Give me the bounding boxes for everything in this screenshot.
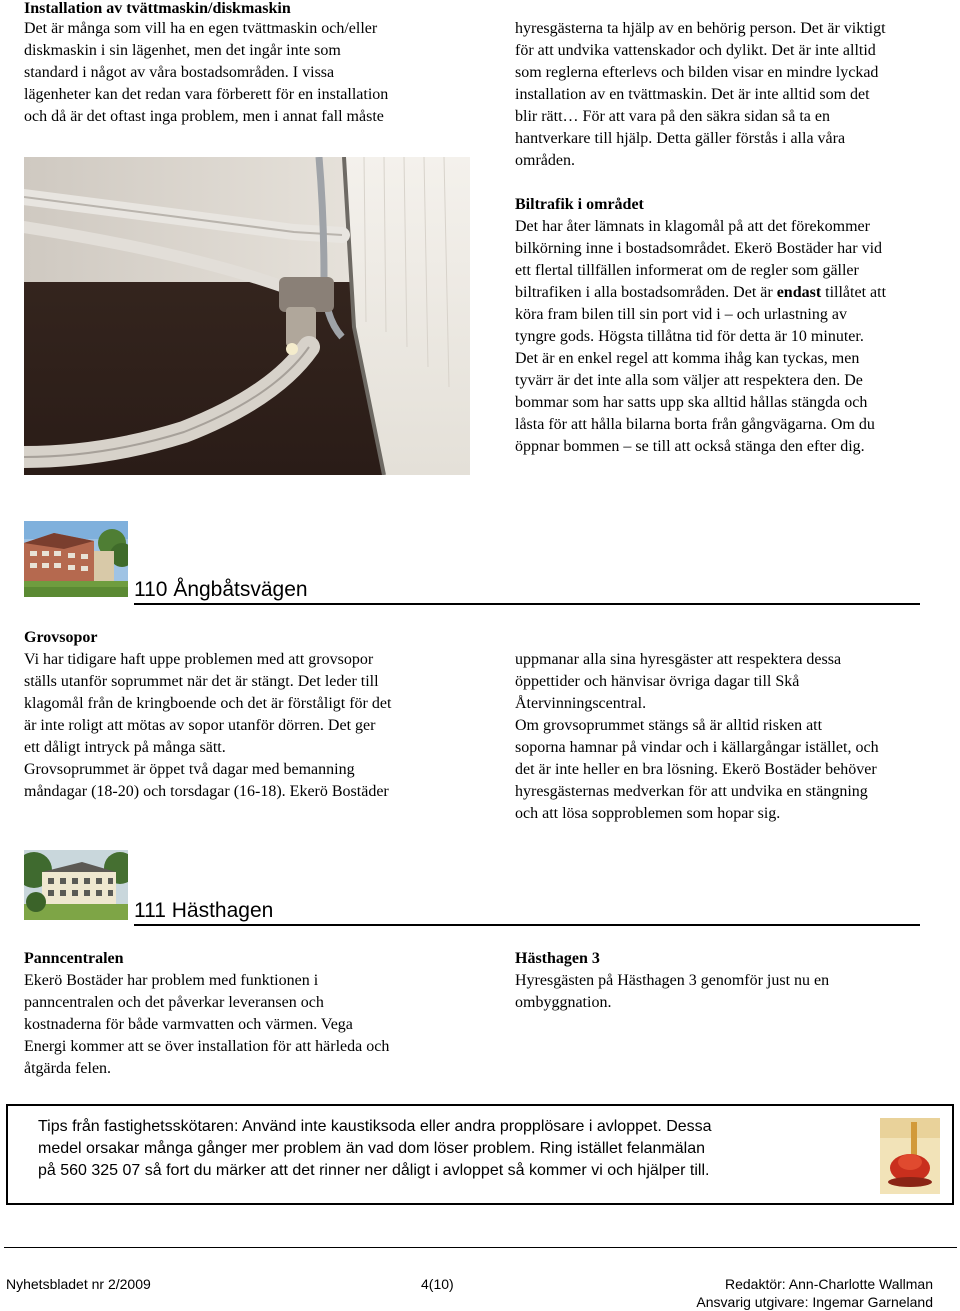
hasthagen3-heading: Hästhagen 3	[515, 950, 600, 967]
footer-publisher: Ansvarig utgivare: Ingemar Garneland	[696, 1294, 933, 1310]
traffic-text-emphasis: endast	[776, 284, 822, 301]
footer-divider	[4, 1247, 957, 1248]
grovsopor-heading: Grovsopor	[24, 629, 98, 646]
install-left-text: Det är många som vill ha en egen tvättmaskin och/eller diskmaskin i sin lägenhet, men det ingår inte som standard i något av våra bostadsområden. I vissa lägenheter kan det redan vara förberett för en installation och då är det oftast inga problem, men i annat fall måste	[24, 20, 389, 125]
traffic-heading: Biltrafik i området	[515, 196, 644, 213]
hasthagen-section-title	[134, 898, 920, 926]
angbatsvagen-title-text: 110 Ångbåtsvägen	[134, 578, 308, 601]
angbatsvagen-section-title	[134, 577, 920, 605]
footer-editor: Redaktör: Ann-Charlotte Wallman	[724, 1276, 933, 1292]
install-heading: Installation av tvättmaskin/diskmaskin	[24, 0, 291, 17]
install-right-text: hyresgästerna ta hjälp av en behörig person. Det är viktigt för att undvika vattenskador och dylikt. Det är inte alltid som reglerna efterlevs och bilden visar en mindre lyckad installation av en tvättmaskin. Det är inte alltid som det blir rätt… För att vara på den säkra sidan så ta en hantverkare till hjälp. Detta gäller förstås i alla våra områden.	[515, 20, 886, 169]
plunger-icon	[880, 1118, 940, 1194]
hasthagen-title-text: 111 Hästhagen	[134, 899, 274, 922]
washing-machine-installation-photo	[24, 157, 470, 475]
hasthagen3-text: Hyresgästen på Hästhagen 3 genomför just nu en ombyggnation.	[515, 972, 830, 1011]
tip-text: Tips från fastighetsskötaren: Använd inte kaustiksoda eller andra propplösare i avloppet. Dessa medel orsakar många gånger mer problem än vad dom löser problem. Ring istället felanmälan på 560 325 07 så fort du märker att det rinner ner dåligt i avloppet så kommer vi och hjälper till.	[38, 1118, 712, 1179]
panncentralen-text: Ekerö Bostäder har problem med funktionen i panncentralen och det påverkar leveransen och kostnaderna för både varmvatten och värmen. Vega Energi kommer att se över installation för att härleda och åtgärda felen.	[24, 972, 390, 1077]
grovsopor-left-text: Vi har tidigare haft uppe problemen med att grovsopor ställs utanför soprummet när det är stängt. Det leder till klagomål från de kringboende och det är förståligt för det är inte roligt att mötas av sopor utanför dörren. Det ger ett dåligt intryck på många sätt. Grovsoprummet är öppet två dagar med bemanning måndagar (18-20) och torsdagar (16-18). Ekerö Bostäder	[24, 651, 392, 800]
panncentralen-heading: Panncentralen	[24, 950, 124, 967]
traffic-text-after: tillåtet att köra fram bilen till sin port vid i – och urlastning av tyngre gods. Högsta tillåtna tid för detta är 10 minuter. Det är en enkel regel att komma ihåg kan tyckas, men tyvärr är det inte alla som väljer att respektera den. De bommar som har satts upp ska alltid hållas stängda och låsta för att hålla bilarna borta från gångvägarna. Om du öppnar bommen – se till att också stänga den efter dig.	[515, 284, 887, 455]
hasthagen-building-photo	[24, 850, 128, 920]
traffic-text	[515, 216, 960, 458]
angbatsvagen-building-photo	[24, 521, 128, 597]
traffic-text-before: Det har åter lämnats in klagomål på att det förekommer bilkörning inne i bostadsområdet. Ekerö Bostäder har vid ett flertal tillfällen informerat om de regler som gäller biltrafiken i alla bostadsområden. Det är	[515, 218, 883, 301]
footer-page-number: 4(10)	[421, 1276, 454, 1292]
tip-box	[6, 1104, 954, 1205]
grovsopor-right-text: uppmanar alla sina hyresgäster att respektera dessa öppettider och hänvisar övriga dagar till Skå Återvinningscentral. Om grovsoprummet stängs så är alltid risken att soporna hamnar på vindar och i källargångar istället, och det är inte heller en bra lösning. Ekerö Bostäder behöver hyresgästernas medverkan för att undvika en stängning och att lösa sopproblemen som hopar sig.	[515, 651, 879, 822]
footer-newsletter: Nyhetsbladet nr 2/2009	[6, 1276, 151, 1292]
